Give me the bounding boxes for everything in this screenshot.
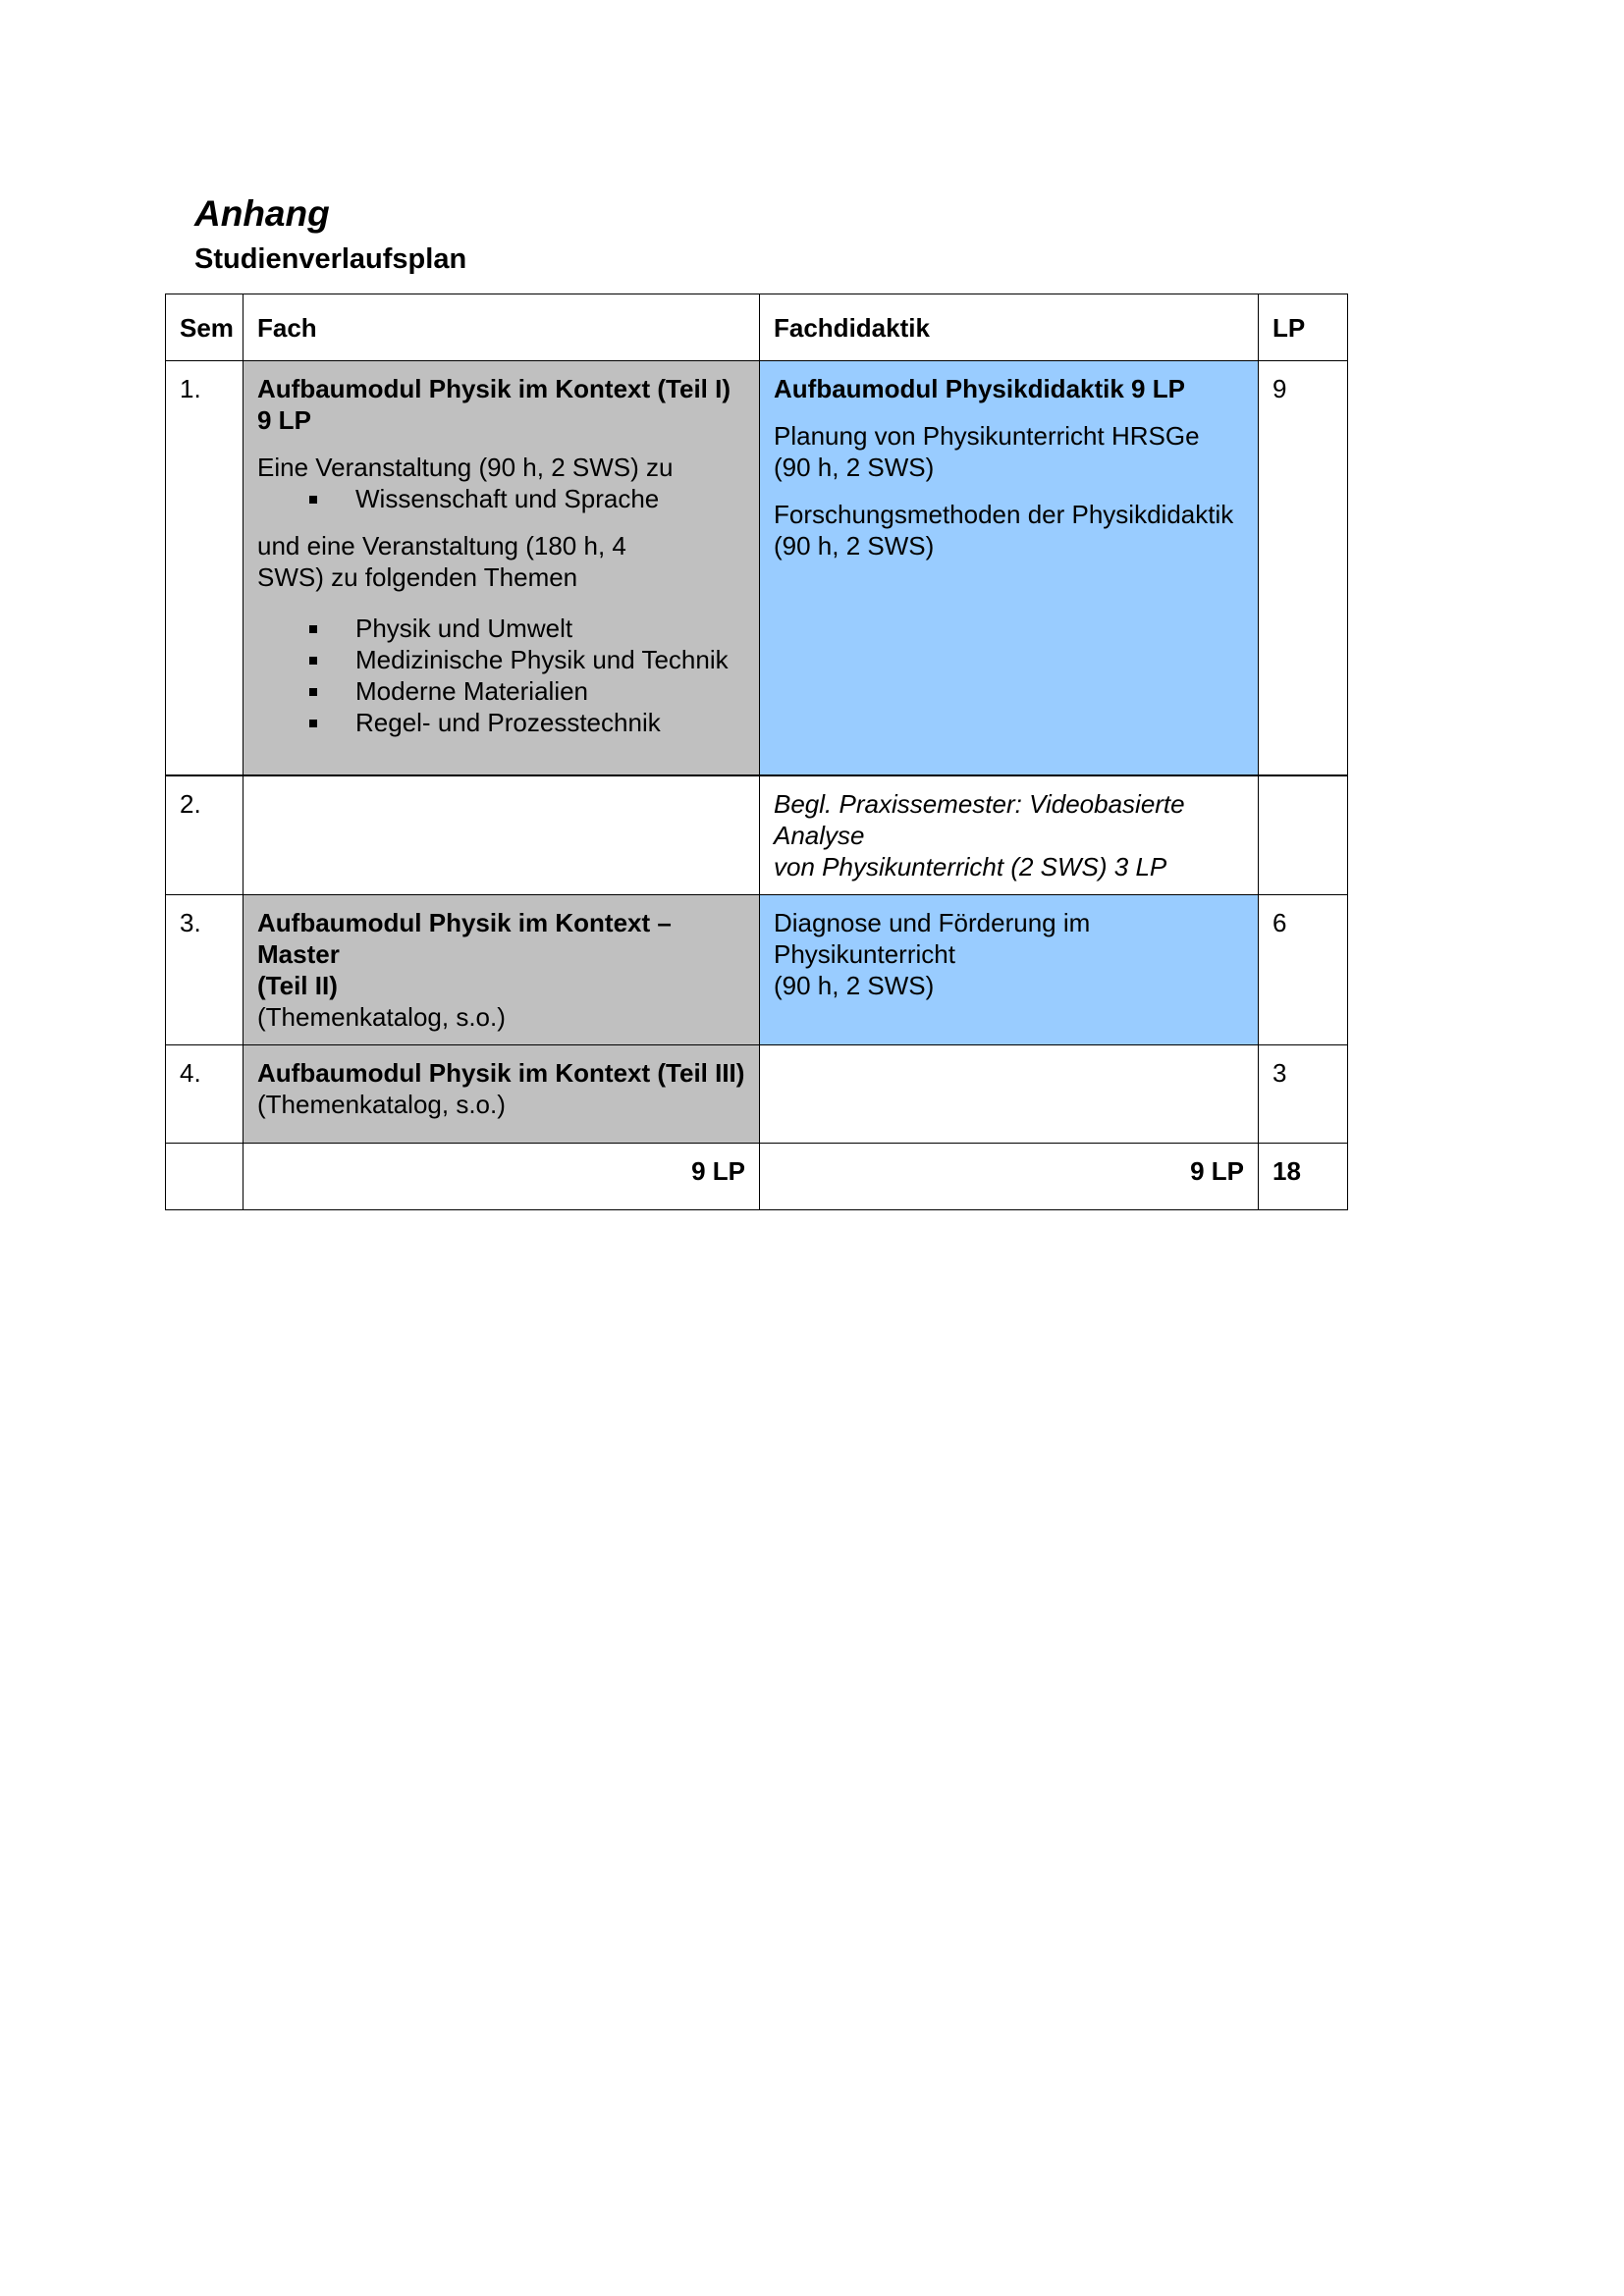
course-intro: Eine Veranstaltung (90 h, 2 SWS) zu: [257, 453, 674, 482]
cell-sem: 2.: [166, 775, 244, 895]
module-title: Aufbaumodul Physikdidaktik 9 LP: [774, 374, 1185, 403]
list-item: Medizinische Physik und Technik: [257, 644, 745, 675]
module-title-line: Aufbaumodul Physik im Kontext – Master: [257, 907, 672, 969]
cell-fachdidaktik: [760, 361, 1259, 775]
list-item: Physik und Umwelt: [257, 613, 745, 644]
course-name: Diagnose und Förderung im Physikunterricht: [774, 907, 1091, 969]
cell-lp: 3: [1259, 1044, 1348, 1143]
cell-sem: [166, 1143, 244, 1209]
column-header-lp: LP: [1259, 294, 1348, 361]
cell-lp: [1259, 775, 1348, 895]
module-title-line: (Teil II): [257, 970, 338, 1000]
topic-list: [257, 613, 745, 738]
cell-fach: [244, 361, 760, 775]
cell-fachdidaktik: [760, 775, 1259, 895]
course-hours: (90 h, 2 SWS): [774, 531, 935, 561]
table-row: [166, 775, 1348, 895]
cell-sem: 1.: [166, 361, 244, 775]
module-note: (Themenkatalog, s.o.): [257, 1089, 506, 1119]
cell-fachdidaktik: [760, 1044, 1259, 1143]
column-header-fachdidaktik: Fachdidaktik: [760, 294, 1259, 361]
cell-lp: 9: [1259, 361, 1348, 775]
list-item: Moderne Materialien: [257, 675, 745, 707]
study-plan-table: [165, 294, 1348, 1210]
bullet-list: [257, 483, 745, 514]
column-header-sem: Sem: [166, 294, 244, 361]
table-header-row: [166, 294, 1348, 361]
course-hours: von Physikunterricht (2 SWS) 3 LP: [774, 851, 1167, 881]
course-intro: und eine Veranstaltung (180 h, 4 SWS) zu folgenden Themen: [257, 531, 626, 592]
course-hours: (90 h, 2 SWS): [774, 453, 935, 482]
cell-fach: [244, 894, 760, 1044]
table-row: [166, 1044, 1348, 1143]
sum-fach: 9 LP: [244, 1143, 760, 1209]
course-block-2: [257, 530, 745, 593]
column-header-fach: Fach: [244, 294, 760, 361]
course-name: Begl. Praxissemester: Videobasierte Analyse: [774, 788, 1185, 850]
page-title: Anhang: [194, 193, 330, 234]
cell-lp: 6: [1259, 894, 1348, 1044]
sum-fachdidaktik: 9 LP: [760, 1143, 1259, 1209]
table-row: [166, 894, 1348, 1044]
list-item: Wissenschaft und Sprache: [257, 483, 745, 514]
module-title-line: Aufbaumodul Physik im Kontext (Teil I): [257, 374, 731, 403]
table-sum-row: [166, 1143, 1348, 1209]
module-title: [257, 373, 745, 436]
course-block-1: [257, 452, 745, 514]
module-credits: 9 LP: [257, 405, 311, 435]
list-item: Regel- und Prozesstechnik: [257, 707, 745, 738]
course-hours: (90 h, 2 SWS): [774, 970, 935, 1000]
page-subtitle: Studienverlaufsplan: [194, 243, 467, 275]
cell-sem: 4.: [166, 1044, 244, 1143]
course-name: Forschungsmethoden der Physikdidaktik: [774, 500, 1234, 529]
course-entry: [774, 420, 1244, 483]
sum-lp-total: 18: [1259, 1143, 1348, 1209]
cell-sem: 3.: [166, 894, 244, 1044]
course-entry: [774, 499, 1244, 561]
cell-fachdidaktik: [760, 894, 1259, 1044]
module-title-line: Aufbaumodul Physik im Kontext (Teil III): [257, 1057, 745, 1088]
module-note: (Themenkatalog, s.o.): [257, 1001, 506, 1032]
course-name: Planung von Physikunterricht HRSGe: [774, 421, 1200, 451]
cell-fach: [244, 1044, 760, 1143]
cell-fach: [244, 775, 760, 895]
table-row: [166, 361, 1348, 775]
